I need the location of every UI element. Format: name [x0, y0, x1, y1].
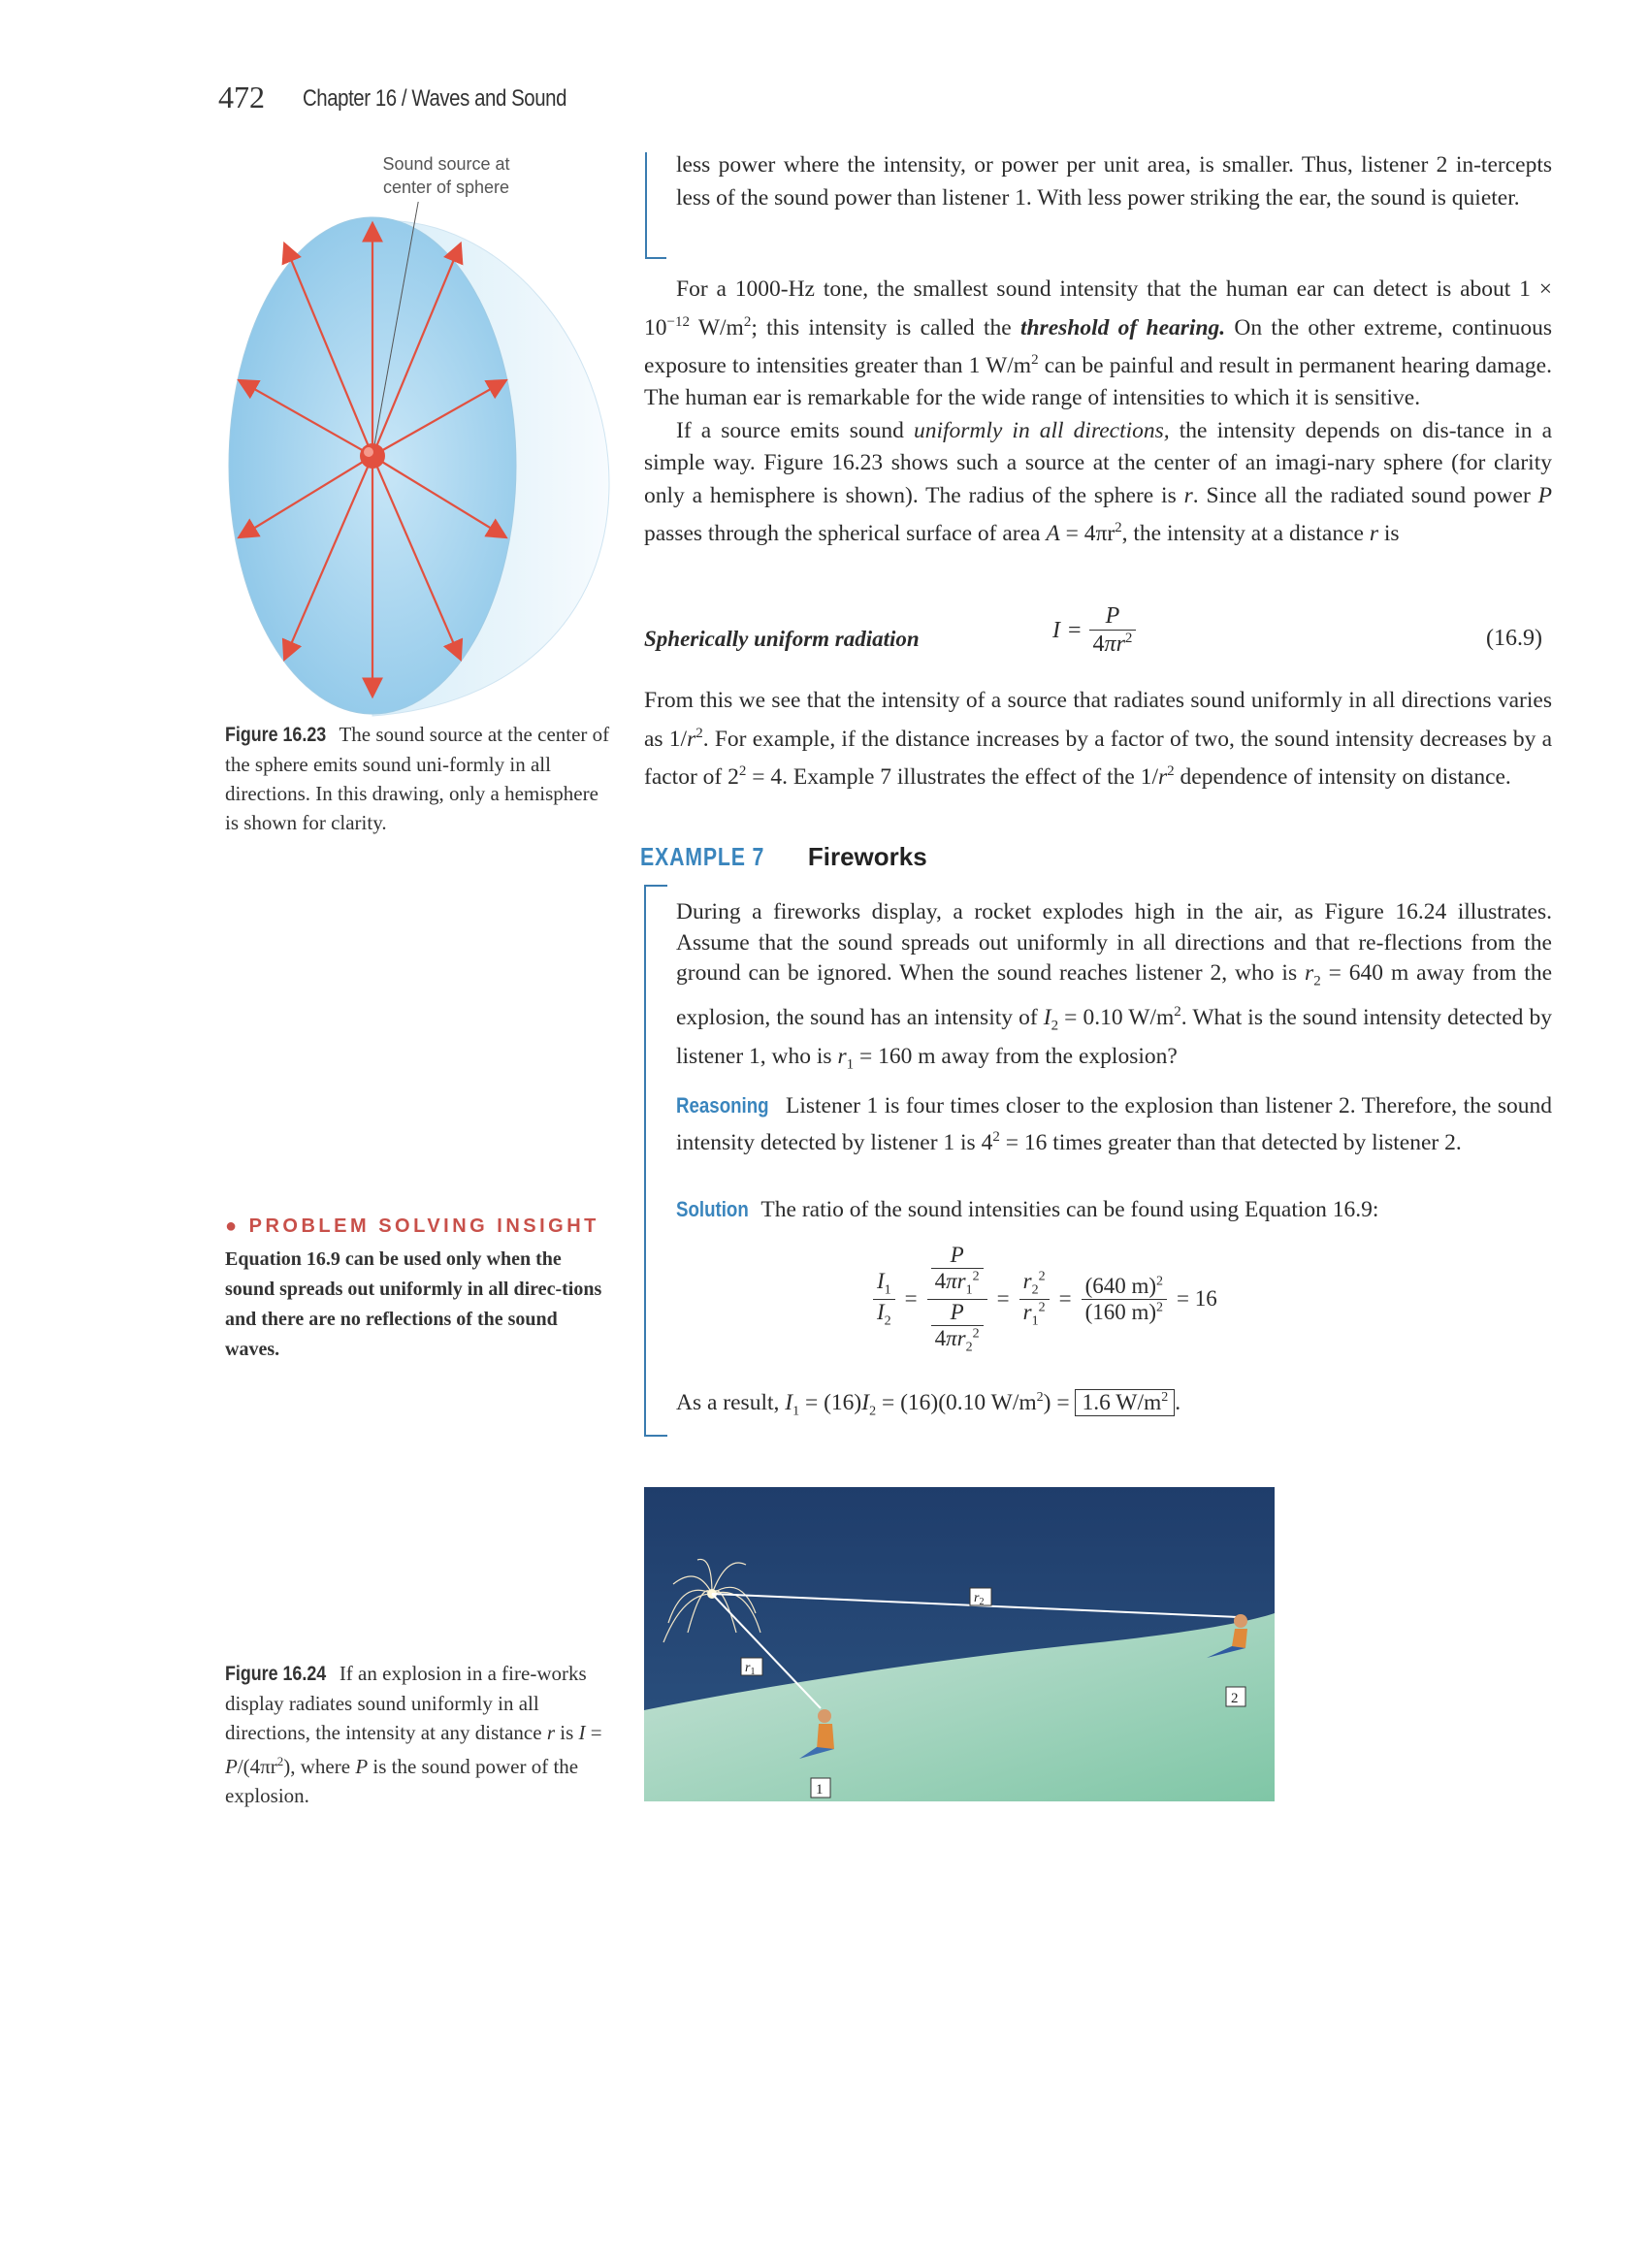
var-i2: I [1043, 1005, 1051, 1031]
problem-text-a: During a fireworks display, a rocket explodes high in the air, as Figure 16.24 illustrates. Assume that the sound spreads out uniformly in all directions and that re-flections from the ground can be ignored. When the sound reaches listener 2, who is [676, 899, 1552, 986]
solution-text: The ratio of the sound intensities can be found using Equation 16.9: [755, 1197, 1379, 1222]
body-section [644, 274, 1552, 550]
insight-title: ● PROBLEM SOLVING INSIGHT [225, 1215, 599, 1237]
equation-label: Spherically uniform radiation [644, 627, 920, 651]
top-box-bracket [645, 152, 666, 259]
var-r1: r [837, 1044, 847, 1070]
equation-number: (16.9) [1486, 626, 1542, 651]
p3-sup-3: 2 [1167, 762, 1175, 779]
figure-1623-label [359, 152, 534, 199]
caption-1624-d: /(4πr [237, 1755, 277, 1778]
equation-16-9 [1052, 603, 1136, 658]
p2-text-f: , the intensity at a distance [1121, 520, 1370, 546]
var-a: A [1046, 520, 1060, 546]
p3-text-b: . For example, if the distance increases by a factor of two, the sound intensity decreases by a factor of 2 [644, 726, 1552, 790]
p3-var-r-2: r [1157, 763, 1168, 790]
p2-text-a: If a source emits sound [676, 417, 914, 443]
label-r2: $r_2$ [974, 1591, 985, 1607]
figure-1623-caption [225, 720, 613, 837]
ratio-r2-r1: $\frac{r_2^2}{r_1^2}$ [1019, 1269, 1050, 1329]
caption-1624-c: = [585, 1721, 602, 1744]
var-r2: r [1305, 960, 1314, 986]
problem-text-c: = 0.10 W/m [1058, 1005, 1175, 1031]
eq-denominator: $4\pi r^2$ [1092, 631, 1133, 657]
ratio-numeric: $\frac{(640 m)^2}{(160 m)^2}$ [1082, 1274, 1167, 1325]
example-solution [676, 1193, 1552, 1227]
p2-text-d: passes through the spherical surface of area [644, 520, 1047, 546]
p2-text-b: the intensity depends on dis-tance in a simple way. Figure 16.23 shows such a source at the center of an imagi-nary sphere (for clarity only a hemisphere is shown). The radius of the sphere is [644, 417, 1552, 508]
figure-1623-caption-text: The sound source at the center of the sphere emits sound uni-formly in all directions. In this drawing, only a hemisphere is shown for clarity. [225, 723, 610, 834]
p3-sup-2: 2 [738, 762, 747, 779]
var-p: P [1537, 482, 1552, 508]
p3-text-d: dependence of intensity on distance. [1174, 763, 1511, 790]
page-number: 472 [218, 80, 265, 114]
sub-2b: 2 [1051, 1018, 1059, 1034]
solution-head: Solution [676, 1197, 749, 1221]
var-r: r [1183, 482, 1193, 508]
sub-2: 2 [1313, 973, 1321, 989]
example-problem [676, 897, 1552, 1081]
problem-text-d: . What is the sound intensity detected by listener 1, who is [676, 1005, 1552, 1070]
p1-sup: −12 [666, 313, 690, 330]
eq-fraction [1089, 603, 1137, 658]
insight-text: Equation 16.9 can be used only when the sound spreads out uniformly in all direc-tions and there are no reflections of the sound waves. [225, 1248, 602, 1360]
reasoning-head: Reasoning [676, 1093, 769, 1118]
reasoning-sup: 2 [992, 1128, 1000, 1145]
p1-text-d: On the other extreme, continuous exposure to intensities greater than 1 W/m [644, 314, 1552, 378]
figure-1623-caption-title: Figure 16.23 [225, 724, 327, 746]
figure-1623-label-line1: Sound source at [382, 154, 510, 174]
example-reasoning [676, 1090, 1552, 1158]
eq-lhs: I [1052, 617, 1060, 643]
p3-text-c: = 4. Example 7 illustrates the effect of the 1/ [746, 763, 1158, 790]
p2-text-c: . Since all the radiated sound power [1192, 482, 1538, 508]
paragraph-inverse-square [644, 685, 1552, 794]
label-2: 2 [1231, 1691, 1239, 1706]
result-text-c: = (16)(0.10 W/m [876, 1390, 1037, 1415]
p1-text-a: For a 1000-Hz tone, the smallest sound intensity that the human ear can detect is about 1 × 10 [644, 276, 1552, 340]
p1-sup-2: 2 [743, 313, 752, 330]
p3-var-r: r [687, 726, 696, 752]
p2-text-e: = 4πr [1059, 520, 1116, 546]
p2-sup: 2 [1115, 520, 1122, 536]
result-text-b: = (16) [799, 1390, 862, 1415]
answer-box: 1.6 $W/m^2$ [1075, 1389, 1175, 1416]
answer-value: 1.6 W/m [1082, 1390, 1162, 1415]
example-label: EXAMPLE 7 [640, 842, 765, 871]
ratio-i1-i2: $\frac{I_1}{I_2}$ [873, 1269, 895, 1329]
chapter-header: Chapter 16 / Waves and Sound [303, 85, 566, 112]
example-title [640, 842, 927, 872]
ratio-compound: $\frac{\frac{P}{4\pi r_1^2}}{\frac{P}{4\pi r_2^2}}$ [927, 1243, 987, 1355]
caption-1624-a: If an explosion in a fire-works display radiates sound uniformly in all directions, the intensity at any distance [225, 1662, 587, 1744]
caption-1624-e: ), where [283, 1755, 356, 1778]
p2-text-g: is [1377, 520, 1400, 546]
ratio-den-160: (160 m) [1084, 1299, 1157, 1324]
sub-1: 1 [846, 1056, 855, 1073]
label-1: 1 [816, 1782, 824, 1798]
p2-emphasis: uniformly in all directions, [913, 417, 1170, 443]
p1-text-c: ; this intensity is called the [751, 314, 1020, 340]
p1-text-e: can be painful and result in permanent hearing damage. The human ear is remarkable for the wide range of intensities to which it is sensitive. [644, 352, 1552, 411]
ratio-result: = 16 [1177, 1286, 1217, 1311]
top-box-text: less power where the intensity, or power per unit area, is smaller. Thus, listener 2 in-tercepts less of the sound power than listener 1. With less power striking the ear, the sound is quieter. [676, 152, 1552, 211]
problem-text-b: = 640 m away from the explosion, the sound has an intensity of [676, 960, 1552, 1031]
paragraph-threshold [644, 274, 1552, 415]
p1-sup-3: 2 [1031, 351, 1039, 368]
caption-1624-b: is [555, 1721, 579, 1744]
var-r-2: r [1369, 520, 1378, 546]
p3-sup-1: 2 [695, 725, 703, 741]
term-threshold-of-hearing: threshold of hearing. [1019, 314, 1226, 340]
p3-text-a: From this we see that the intensity of a source that radiates sound uniformly in all directions varies as 1/ [644, 688, 1552, 752]
eq-numerator: P [1089, 603, 1137, 631]
example-box-bracket [644, 885, 667, 1437]
reasoning-text-a: Listener 1 is four times closer to the explosion than listener 2. Therefore, the sound intensity detected by listener 1 is 4 [676, 1093, 1552, 1155]
result-text-a: As a result, [676, 1390, 786, 1415]
example-result: As a result, $I_1 = (16)I_2 = (16)(0.10$ $W/m^2) = 1.6$ $W/m^2$ . [676, 1390, 1181, 1419]
ratio-equation: $\frac{I_1}{I_2}$ = $\frac{\frac{P}{4\pi r_1^2}}{\frac{P}{4\pi r_2^2}}$ = $\frac{r_2^2}{r_1^2}$ = $\frac{(640 m)^2}{(160 m)^2}$ = 16 [873, 1226, 1217, 1372]
fireworks-illustration [644, 1487, 1275, 1801]
figure-1624-caption-title: Figure 16.24 [225, 1663, 327, 1685]
label-r1: $r_1$ [745, 1661, 756, 1677]
reasoning-text-b: = 16 times greater than that detected by listener 2. [999, 1129, 1462, 1155]
figure-1624-caption: Figure 16.24 If an explosion in a fire-works display radiates sound uniformly in all directions, the intensity at any distance r is $I = P/(4\pi r^2)$, where P is the sound power of the explosion. [225, 1662, 602, 1807]
figure-1623-label-line2: center of sphere [382, 178, 510, 197]
eq-equals: = [1068, 617, 1082, 643]
p1-text-b: W/m [689, 314, 744, 340]
paragraph-uniform [644, 415, 1552, 551]
ratio-num-640: (640 m) [1084, 1273, 1157, 1298]
hemisphere-illustration [221, 202, 629, 726]
sup-2: 2 [1174, 1004, 1181, 1021]
problem-text-e: = 160 m away from the explosion? [854, 1044, 1178, 1070]
example-name: Fireworks [807, 842, 927, 871]
caption-1624-f: is the sound power of the explosion. [225, 1755, 579, 1807]
result-text-d: ) = [1043, 1390, 1076, 1415]
